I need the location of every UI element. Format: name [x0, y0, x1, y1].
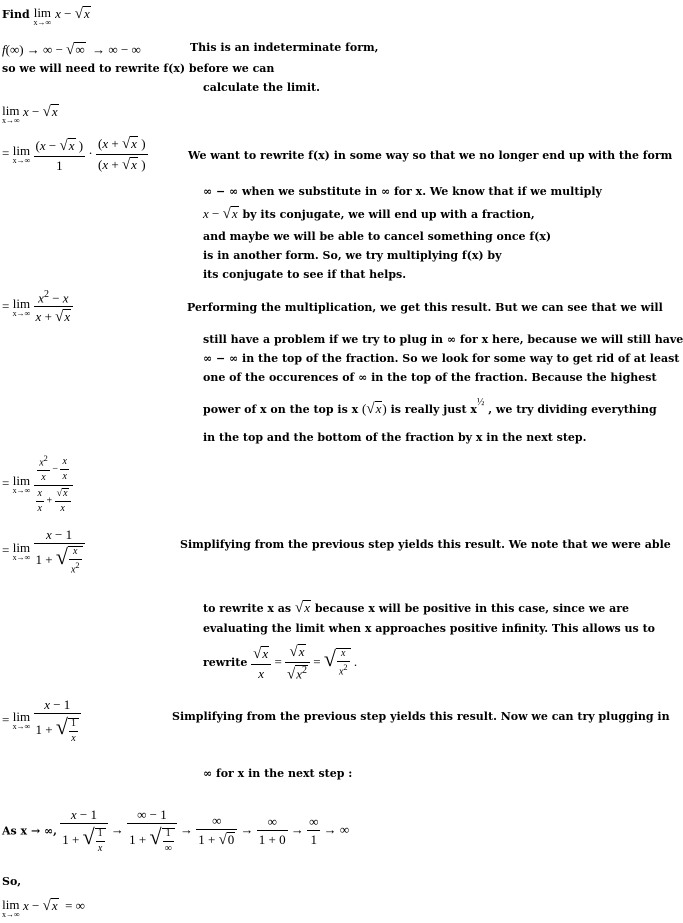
step-multiplied: = lim x→∞ $\frac{x^2 - x}{x + √x}$: [2, 290, 73, 325]
step-conjugate-multiply: = lim x→∞ $\frac{(x - √x )}{1}$ · $\frac{(x + √x )}{(x + √x )}$: [2, 136, 146, 173]
note-rewrite-x: to rewrite x as √x because x will be positive in this case, since we are: [203, 600, 630, 616]
note-performing: Performing the multiplication, we get this result. But we can see that we will: [187, 301, 663, 314]
note-divide: in the top and the bottom of the fraction by x in the next step.: [203, 431, 587, 444]
note-plug-infinity: ∞ for x in the next step :: [203, 767, 353, 780]
note-top-fraction: ∞ − ∞ in the top of the fraction. So we look for some way to get rid of at least: [203, 352, 680, 365]
limit-operator: lim x→∞: [33, 5, 52, 27]
note-rewrite-identity: rewrite $\frac{√x}{x}$ = $\frac{√x}{√x^2}$ = √ $\frac{x}{x^2}$ .: [203, 644, 358, 683]
note-cancel: and maybe we will be able to cancel something once f(x): [203, 230, 552, 243]
note-evaluating: evaluating the limit when x approaches positive infinity. This allows us to: [203, 622, 655, 635]
note-still-problem: still have a problem if we try to plug in ∞ for x here, because we will still have: [203, 333, 683, 346]
note-simplifying-2: Simplifying from the previous step yields this result. Now we can try plugging in: [172, 710, 670, 723]
note-rewrite: so we will need to rewrite f(x) before we can: [2, 62, 275, 75]
step-divided: = lim x→∞ $\frac{x^2}{x}$ − $\frac{x}{x}$ $\frac{x}{x}$ + $\frac{√x}{x}$: [2, 455, 73, 514]
note-indeterminate: This is an indeterminate form,: [190, 41, 379, 54]
note-another-form: is in another form. So, we try multiplying f(x) by: [203, 249, 502, 262]
problem-statement: Find lim x→∞ x − √x: [2, 5, 90, 27]
step-evaluate-chain: As x → ∞, x − 1 1 + √ $\frac{1}{x}$ → ∞ − 1 1 + √ $\frac{1}{\infty}$ → $\frac{\infty}{1 + √0}$ → $\frac{\infty}{1 + 0}$ → $\frac{\infty}{1}$ → ∞: [2, 807, 350, 854]
note-calculate: calculate the limit.: [203, 81, 320, 94]
note-see-helps: its conjugate to see if that helps.: [203, 268, 407, 281]
note-simplifying-1: Simplifying from the previous step yields this result. We note that we were able: [180, 538, 671, 551]
note-conjugate-line: x − √x by its conjugate, we will end up with a fraction,: [203, 206, 535, 222]
note-want-rewrite: We want to rewrite f(x) in some way so that we no longer end up with the form: [188, 149, 673, 162]
note-so: So,: [2, 875, 22, 888]
step-simplified-2: = lim x→∞ x − 1 1 + √ $\frac{1}{x}$: [2, 698, 81, 744]
step-simplified-1: = lim x→∞ x − 1 1 + √ $\frac{x}{x^2}$: [2, 528, 85, 575]
indeterminate-form: f(∞) → ∞ − √∞ → ∞ − ∞: [2, 42, 141, 58]
step-limit-expression: lim x→∞ x − √x: [2, 103, 58, 125]
note-highest-power: power of x on the top is x (√x) is really just $x^{\frac{1}{2}}$ , we try dividing everything: [203, 397, 657, 417]
note-substitute: ∞ − ∞ when we substitute in ∞ for x. We know that if we multiply: [203, 185, 602, 198]
final-result: lim x→∞ x − √x = ∞: [2, 897, 85, 919]
note-occurences: one of the occurences of ∞ in the top of the fraction. Because the highest: [203, 371, 657, 384]
